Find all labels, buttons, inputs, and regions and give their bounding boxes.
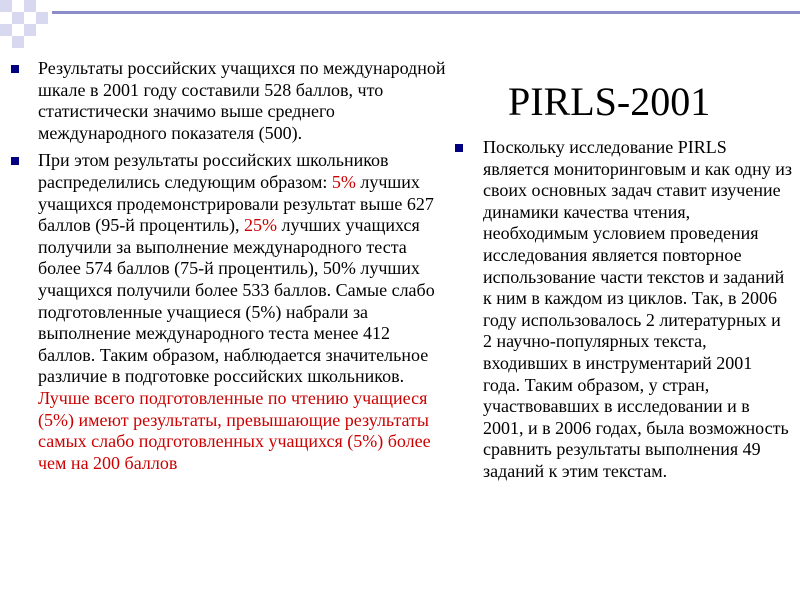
square-bullet-icon	[11, 65, 19, 73]
paragraph-text: лучших учащихся получили за выполнение международного теста более 574 баллов (75-й процентиль), 50% лучших учащихся получили более 533 баллов. Самые слабо подготовленные учащиеся (5%) набрали за выполнение международного теста менее 412 баллов. Таким образом, наблюдается значительное различие в подготовке российских школьников.	[38, 215, 435, 387]
paragraph-text: лучших учащихся продемонстрировали результат выше 627 баллов (95-й процентиль),	[38, 171, 434, 236]
highlight-text: 25%	[243, 215, 277, 236]
highlight-text: 5%	[331, 171, 356, 192]
paragraph-text: Результаты российских учащихся по международной шкале в 2001 году составили 528 баллов, что статистически значимо выше среднего международного показателя (500).	[38, 58, 446, 143]
slide-title: PIRLS-2001	[508, 79, 711, 124]
right-text-column	[483, 137, 793, 489]
corner-checker-decoration	[0, 0, 70, 50]
bullet-paragraph	[483, 137, 793, 483]
highlight-text: Лучше всего подготовленные по чтению учащиеся (5%) имеют результаты, превышающие результаты самых слабо подготовленных учащихся (5%) более чем на 200 баллов	[38, 387, 431, 473]
square-bullet-icon	[455, 144, 463, 152]
square-bullet-icon	[11, 157, 19, 165]
bullet-paragraph	[38, 58, 448, 144]
paragraph-text: При этом результаты российских школьников распределились следующим образом:	[38, 150, 389, 192]
top-divider-line	[52, 11, 800, 14]
left-text-column	[38, 58, 448, 480]
paragraph-text: Поскольку исследование PIRLS является мониторинговым и как одну из своих основных задач ставит изучение динамики качества чтения, необходимым условием проведения исследования является повторное использование части текстов и заданий к ним в каждом из циклов. Так, в 2006 году использовалось 2 литературных и 2 научно-популярных текста, входивших в инструментарий 2001 года. Таким образом, у стран, участвовавших в исследовании и в 2001, и в 2006 годах, была возможность сравнить результаты выполнения 49 заданий к этим текстам.	[483, 137, 792, 481]
bullet-paragraph	[38, 150, 448, 474]
